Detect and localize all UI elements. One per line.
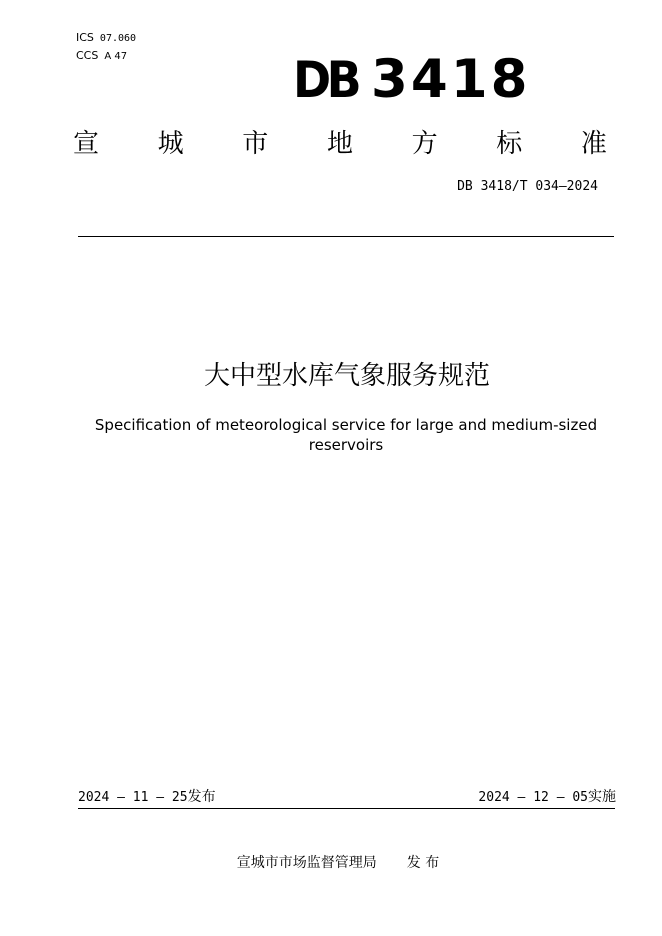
db-logo-number: 3418 xyxy=(371,49,531,110)
standard-type-char: 地 xyxy=(326,129,353,159)
ics-value: 07.060 xyxy=(99,33,137,44)
implement-date-label: 实施 xyxy=(588,789,616,805)
standard-type xyxy=(60,126,620,162)
ics-line xyxy=(76,31,136,46)
publish-date xyxy=(78,788,216,807)
title-chinese: 大中型水库气象服务规范 xyxy=(203,361,490,391)
standard-type-char: 市 xyxy=(242,129,269,159)
standard-number: DB 3418/T 034—2024 xyxy=(457,179,598,194)
bottom-divider xyxy=(78,808,615,809)
standard-type-char: 城 xyxy=(157,129,184,159)
standard-type-char: 宣 xyxy=(72,129,99,159)
ccs-value: A 47 xyxy=(104,51,128,62)
db-logo xyxy=(293,49,563,110)
standard-type-char: 方 xyxy=(411,129,438,159)
top-divider xyxy=(78,236,614,237)
publish-date-value: 2024 – 11 – 25 xyxy=(78,790,188,805)
ccs-label: CCS xyxy=(76,49,99,62)
issuer-name: 宣城市市场监督管理局 xyxy=(236,855,377,871)
ccs-line xyxy=(76,49,127,64)
standard-type-char: 准 xyxy=(580,129,607,159)
db-logo-mark: DB xyxy=(293,51,358,109)
ics-label: ICS xyxy=(76,31,94,44)
title-english: Specification of meteorological service for large and medium-sized reservoirs xyxy=(94,416,598,454)
standard-type-char: 标 xyxy=(496,129,523,159)
implement-date-value: 2024 – 12 – 05 xyxy=(478,790,588,805)
issuer xyxy=(0,853,662,873)
publish-date-label: 发布 xyxy=(187,789,216,805)
issuer-action: 发 布 xyxy=(406,855,440,871)
implement-date xyxy=(478,788,616,807)
